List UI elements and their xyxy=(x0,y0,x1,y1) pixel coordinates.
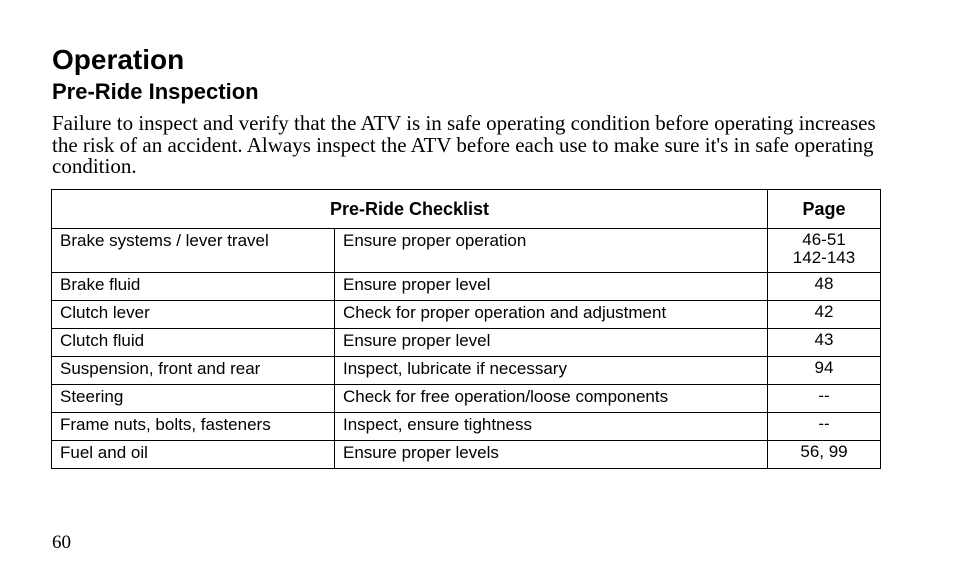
pre-ride-checklist-table xyxy=(51,189,881,469)
row-item: Fuel and oil xyxy=(52,441,335,469)
row-page: 42 xyxy=(768,301,881,329)
row-action: Ensure proper operation xyxy=(335,229,768,273)
table-row xyxy=(52,301,881,329)
row-action: Ensure proper levels xyxy=(335,441,768,469)
row-page: -- xyxy=(768,385,881,413)
row-action: Inspect, lubricate if necessary xyxy=(335,357,768,385)
table-row xyxy=(52,441,881,469)
row-page: 48 xyxy=(768,273,881,301)
row-item: Steering xyxy=(52,385,335,413)
table-row xyxy=(52,229,881,273)
header-page: Page xyxy=(768,190,881,229)
table-row xyxy=(52,329,881,357)
row-page: 56, 99 xyxy=(768,441,881,469)
row-page-line: 142-143 xyxy=(792,248,856,267)
table-row xyxy=(52,357,881,385)
row-page: 94 xyxy=(768,357,881,385)
row-item: Clutch fluid xyxy=(52,329,335,357)
intro-paragraph: Failure to inspect and verify that the ATV is in safe operating condition before operating increases the risk of an accident. Always inspect the ATV before each use to make sure it's in safe operating condition. xyxy=(52,111,876,178)
row-action: Check for free operation/loose components xyxy=(335,385,768,413)
row-action: Inspect, ensure tightness xyxy=(335,413,768,441)
row-item: Brake fluid xyxy=(52,273,335,301)
table-row xyxy=(52,385,881,413)
row-item: Clutch lever xyxy=(52,301,335,329)
row-page xyxy=(768,229,881,273)
header-checklist: Pre-Ride Checklist xyxy=(52,190,768,229)
page-heading: Operation xyxy=(52,44,185,75)
table-header-row xyxy=(52,190,881,229)
row-action: Ensure proper level xyxy=(335,273,768,301)
table-row xyxy=(52,413,881,441)
row-item: Suspension, front and rear xyxy=(52,357,335,385)
row-item: Brake systems / lever travel xyxy=(52,229,335,273)
table-row xyxy=(52,273,881,301)
section-heading: Pre-Ride Inspection xyxy=(52,79,259,104)
row-action: Check for proper operation and adjustment xyxy=(335,301,768,329)
row-item: Frame nuts, bolts, fasteners xyxy=(52,413,335,441)
row-page-line: 46-51 xyxy=(802,230,846,249)
row-action: Ensure proper level xyxy=(335,329,768,357)
page-number: 60 xyxy=(52,532,71,553)
row-page: 43 xyxy=(768,329,881,357)
row-page: -- xyxy=(768,413,881,441)
